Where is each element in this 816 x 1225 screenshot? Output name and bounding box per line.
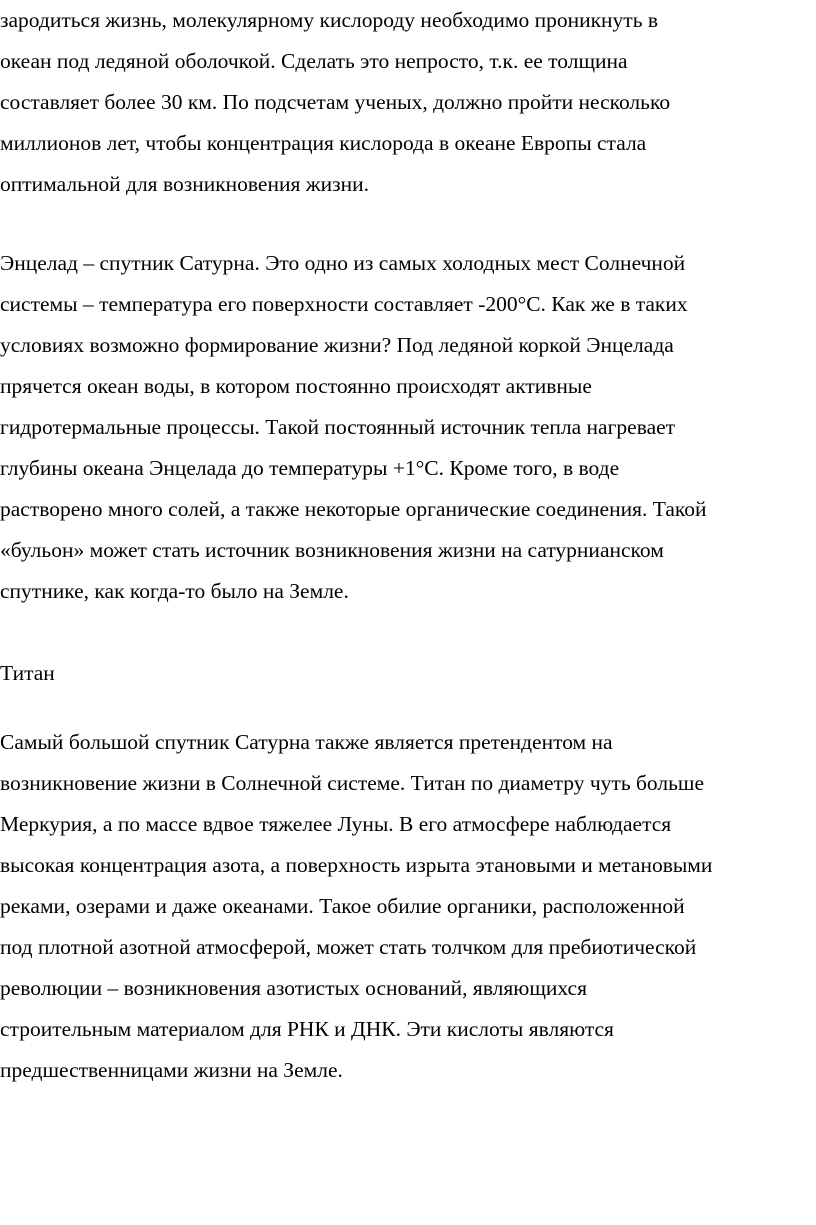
text-line: растворено много солей, а также некоторые органические соединения. Такой [0,497,707,521]
paragraph-europa-oxygen [0,0,816,205]
text-line: Энцелад – спутник Сатурна. Это одно из самых холодных мест Солнечной [0,251,686,275]
text-line: предшественницами жизни на Земле. [0,1058,343,1082]
text-line: глубины океана Энцелада до температуры +1°С. Кроме того, в воде [0,456,620,480]
text-line: миллионов лет, чтобы концентрация кислорода в океане Европы стала [0,131,647,155]
text-line: зародиться жизнь, молекулярному кислороду необходимо проникнуть в [0,8,659,32]
text-line: гидротермальные процессы. Такой постоянный источник тепла нагревает [0,415,676,439]
text-line: «бульон» может стать источник возникновения жизни на сатурнианском [0,538,664,562]
text-line: прячется океан воды, в котором постоянно происходят активные [0,374,592,398]
text-line: высокая концентрация азота, а поверхность изрыта этановыми и метановыми [0,853,713,877]
text-line: Самый большой спутник Сатурна также является претендентом на [0,730,613,754]
paragraph-enceladus [0,243,816,612]
text-line: составляет более 30 км. По подсчетам ученых, должно пройти несколько [0,90,671,114]
paragraph-titan [0,722,816,1091]
text-line: системы – температура его поверхности составляет -200°С. Как же в таких [0,292,688,316]
text-line: строительным материалом для РНК и ДНК. Эти кислоты являются [0,1017,614,1041]
text-line: реками, озерами и даже океанами. Такое обилие органики, расположенной [0,894,685,918]
text-line: оптимальной для возникновения жизни. [0,172,369,196]
text-line: под плотной азотной атмосферой, может стать толчком для пребиотической [0,935,697,959]
text-line: революции – возникновения азотистых оснований, являющихся [0,976,587,1000]
section-heading-titan [0,653,816,694]
text-line: океан под ледяной оболочкой. Сделать это непросто, т.к. ее толщина [0,49,628,73]
text-line: возникновение жизни в Солнечной системе. Титан по диаметру чуть больше [0,771,705,795]
text-line: спутнике, как когда-то было на Земле. [0,579,349,603]
text-line: условиях возможно формирование жизни? Под ледяной коркой Энцелада [0,333,674,357]
heading-text: Титан [0,661,55,685]
text-line: Меркурия, а по массе вдвое тяжелее Луны. В его атмосфере наблюдается [0,812,672,836]
